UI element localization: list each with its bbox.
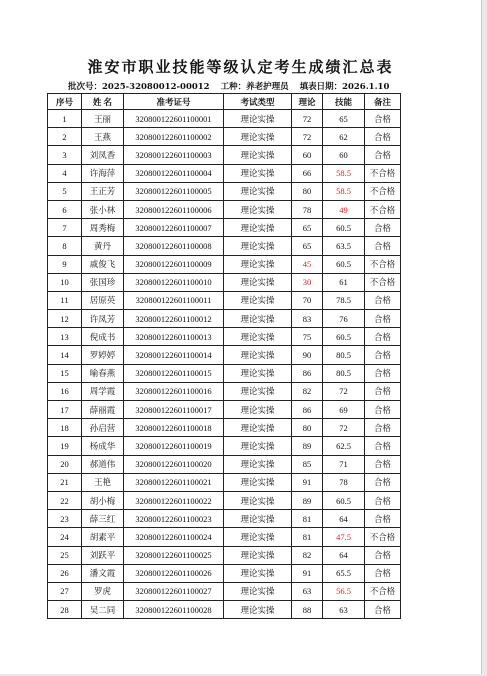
cell-number: 17: [48, 401, 82, 419]
cell-number: 14: [48, 346, 82, 364]
cell-ticket-id: 320800122601100007: [124, 219, 224, 237]
cell-theory: 60: [292, 146, 323, 164]
cell-exam-type: 理论实操: [224, 455, 292, 473]
cell-exam-type: 理论实操: [224, 546, 292, 564]
cell-name: 薛丽霞: [82, 401, 124, 419]
cell-name: 张国珍: [82, 273, 124, 291]
cell-theory: 81: [292, 528, 323, 546]
table-row: [48, 419, 401, 437]
cell-theory: 78: [292, 200, 323, 218]
cell-name: 周学霞: [82, 382, 124, 400]
cell-skill: 60: [323, 146, 365, 164]
cell-name: 居原英: [82, 291, 124, 309]
cell-theory: 89: [292, 491, 323, 509]
cell-name: 薛三红: [82, 510, 124, 528]
cell-theory: 86: [292, 364, 323, 382]
cell-ticket-id: 320800122601100026: [124, 564, 224, 582]
table-row: [48, 455, 401, 473]
cell-skill: 78: [323, 473, 365, 491]
cell-theory: 81: [292, 510, 323, 528]
cell-note: 合格: [365, 491, 401, 509]
cell-theory: 72: [292, 128, 323, 146]
cell-note: 合格: [365, 237, 401, 255]
table-row: [48, 146, 401, 164]
cell-note: 不合格: [365, 273, 401, 291]
cell-number: 23: [48, 510, 82, 528]
cell-ticket-id: 320800122601100018: [124, 419, 224, 437]
cell-note: 合格: [365, 455, 401, 473]
table-row: [48, 200, 401, 218]
cell-number: 19: [48, 437, 82, 455]
cell-note: 合格: [365, 437, 401, 455]
cell-number: 15: [48, 364, 82, 382]
cell-theory: 70: [292, 291, 323, 309]
cell-ticket-id: 320800122601100013: [124, 328, 224, 346]
cell-note: 合格: [365, 382, 401, 400]
cell-theory: 45: [292, 255, 323, 273]
cell-ticket-id: 320800122601100010: [124, 273, 224, 291]
cell-number: 3: [48, 146, 82, 164]
cell-note: 合格: [365, 473, 401, 491]
cell-number: 28: [48, 601, 82, 619]
cell-note: 不合格: [365, 164, 401, 182]
document-meta: [68, 80, 397, 92]
cell-name: 许凤芳: [82, 310, 124, 328]
cell-exam-type: 理论实操: [224, 110, 292, 128]
cell-note: 合格: [365, 219, 401, 237]
cell-exam-type: 理论实操: [224, 128, 292, 146]
cell-skill: 69: [323, 401, 365, 419]
document-title: 淮安市职业技能等级认定考生成绩汇总表: [87, 58, 394, 76]
cell-note: 合格: [365, 128, 401, 146]
cell-theory: 82: [292, 382, 323, 400]
cell-ticket-id: 320800122601100003: [124, 146, 224, 164]
table-row: [48, 110, 401, 128]
cell-exam-type: 理论实操: [224, 328, 292, 346]
cell-exam-type: 理论实操: [224, 564, 292, 582]
cell-skill: 63.5: [323, 237, 365, 255]
cell-note: 合格: [365, 346, 401, 364]
cell-exam-type: 理论实操: [224, 582, 292, 600]
table-row: [48, 528, 401, 546]
table-row: [48, 364, 401, 382]
cell-skill: 60.5: [323, 219, 365, 237]
cell-number: 11: [48, 291, 82, 309]
cell-skill: 72: [323, 382, 365, 400]
cell-exam-type: 理论实操: [224, 255, 292, 273]
cell-number: 2: [48, 128, 82, 146]
cell-theory: 66: [292, 164, 323, 182]
table-row: [48, 273, 401, 291]
cell-name: 罗虎: [82, 582, 124, 600]
cell-number: 8: [48, 237, 82, 255]
cell-number: 10: [48, 273, 82, 291]
cell-number: 4: [48, 164, 82, 182]
header-name: 姓 名: [82, 94, 124, 110]
cell-note: 合格: [365, 291, 401, 309]
cell-ticket-id: 320800122601100012: [124, 310, 224, 328]
cell-number: 27: [48, 582, 82, 600]
batch-number: 批次号：2025-32080012-00012: [68, 82, 210, 92]
cell-skill: 72: [323, 419, 365, 437]
cell-note: 合格: [365, 110, 401, 128]
table-row: [48, 601, 401, 619]
cell-ticket-id: 320800122601100020: [124, 455, 224, 473]
table-row: [48, 310, 401, 328]
cell-note: 合格: [365, 419, 401, 437]
cell-name: 吴二同: [82, 601, 124, 619]
cell-number: 9: [48, 255, 82, 273]
cell-ticket-id: 320800122601100001: [124, 110, 224, 128]
table-row: [48, 437, 401, 455]
cell-exam-type: 理论实操: [224, 237, 292, 255]
cell-exam-type: 理论实操: [224, 419, 292, 437]
cell-skill: 76: [323, 310, 365, 328]
cell-ticket-id: 320800122601100015: [124, 364, 224, 382]
cell-exam-type: 理论实操: [224, 364, 292, 382]
cell-skill: 65: [323, 110, 365, 128]
cell-theory: 91: [292, 473, 323, 491]
fill-date: 填表日期：2026.1.10: [299, 82, 390, 92]
cell-skill: 65.5: [323, 564, 365, 582]
cell-ticket-id: 320800122601100016: [124, 382, 224, 400]
cell-name: 戚俊飞: [82, 255, 124, 273]
cell-number: 13: [48, 328, 82, 346]
cell-ticket-id: 320800122601100009: [124, 255, 224, 273]
cell-ticket-id: 320800122601100028: [124, 601, 224, 619]
cell-number: 20: [48, 455, 82, 473]
cell-skill: 80.5: [323, 364, 365, 382]
cell-name: 杨成华: [82, 437, 124, 455]
header-theory: 理论: [292, 94, 323, 110]
cell-name: 许海萍: [82, 164, 124, 182]
header-ticket-id: 准考证号: [124, 94, 224, 110]
cell-note: 不合格: [365, 528, 401, 546]
cell-theory: 80: [292, 419, 323, 437]
cell-exam-type: 理论实操: [224, 382, 292, 400]
cell-name: 倪成书: [82, 328, 124, 346]
table-row: [48, 182, 401, 200]
cell-ticket-id: 320800122601100022: [124, 491, 224, 509]
cell-exam-type: 理论实操: [224, 601, 292, 619]
cell-number: 7: [48, 219, 82, 237]
table-row: [48, 291, 401, 309]
cell-number: 5: [48, 182, 82, 200]
cell-name: 王正芳: [82, 182, 124, 200]
cell-theory: 65: [292, 237, 323, 255]
cell-number: 24: [48, 528, 82, 546]
cell-theory: 82: [292, 546, 323, 564]
table-row: [48, 510, 401, 528]
cell-exam-type: 理论实操: [224, 346, 292, 364]
cell-skill: 58.5: [323, 164, 365, 182]
cell-exam-type: 理论实操: [224, 491, 292, 509]
cell-note: 不合格: [365, 182, 401, 200]
cell-exam-type: 理论实操: [224, 473, 292, 491]
cell-theory: 86: [292, 401, 323, 419]
cell-theory: 83: [292, 310, 323, 328]
cell-note: 合格: [365, 601, 401, 619]
cell-exam-type: 理论实操: [224, 273, 292, 291]
cell-skill: 61: [323, 273, 365, 291]
cell-note: 合格: [365, 328, 401, 346]
cell-number: 1: [48, 110, 82, 128]
cell-name: 刘跃平: [82, 546, 124, 564]
header-number: 序号: [48, 94, 82, 110]
cell-name: 周秀梅: [82, 219, 124, 237]
trade-name: 工种：养老护理员: [220, 82, 289, 92]
cell-name: 张小林: [82, 200, 124, 218]
cell-name: 罗婷婷: [82, 346, 124, 364]
cell-theory: 65: [292, 219, 323, 237]
table-row: [48, 346, 401, 364]
cell-skill: 62: [323, 128, 365, 146]
table-row: [48, 401, 401, 419]
cell-note: 不合格: [365, 582, 401, 600]
cell-note: 合格: [365, 364, 401, 382]
cell-note: 合格: [365, 146, 401, 164]
cell-note: 合格: [365, 310, 401, 328]
cell-name: 喻春燕: [82, 364, 124, 382]
cell-name: 胡小梅: [82, 491, 124, 509]
table-header-row: [48, 94, 401, 110]
cell-ticket-id: 320800122601100021: [124, 473, 224, 491]
cell-name: 王丽: [82, 110, 124, 128]
cell-theory: 89: [292, 437, 323, 455]
cell-exam-type: 理论实操: [224, 182, 292, 200]
cell-note: 合格: [365, 510, 401, 528]
cell-number: 6: [48, 200, 82, 218]
cell-exam-type: 理论实操: [224, 146, 292, 164]
table-row: [48, 164, 401, 182]
cell-theory: 80: [292, 182, 323, 200]
cell-exam-type: 理论实操: [224, 200, 292, 218]
cell-skill: 56.5: [323, 582, 365, 600]
cell-ticket-id: 320800122601100019: [124, 437, 224, 455]
cell-theory: 72: [292, 110, 323, 128]
cell-name: 刘凤香: [82, 146, 124, 164]
cell-number: 18: [48, 419, 82, 437]
cell-skill: 60.5: [323, 491, 365, 509]
table-row: [48, 382, 401, 400]
cell-ticket-id: 320800122601100027: [124, 582, 224, 600]
cell-note: 合格: [365, 401, 401, 419]
cell-exam-type: 理论实操: [224, 401, 292, 419]
cell-ticket-id: 320800122601100005: [124, 182, 224, 200]
cell-theory: 85: [292, 455, 323, 473]
table-row: [48, 582, 401, 600]
cell-ticket-id: 320800122601100002: [124, 128, 224, 146]
score-table: [47, 93, 401, 619]
cell-exam-type: 理论实操: [224, 291, 292, 309]
cell-skill: 80.5: [323, 346, 365, 364]
cell-skill: 78.5: [323, 291, 365, 309]
cell-name: 潘文霞: [82, 564, 124, 582]
cell-number: 22: [48, 491, 82, 509]
cell-ticket-id: 320800122601100014: [124, 346, 224, 364]
cell-ticket-id: 320800122601100008: [124, 237, 224, 255]
cell-name: 胡素平: [82, 528, 124, 546]
cell-name: 王艳: [82, 473, 124, 491]
cell-skill: 60.5: [323, 255, 365, 273]
cell-note: 合格: [365, 564, 401, 582]
cell-name: 黄丹: [82, 237, 124, 255]
cell-exam-type: 理论实操: [224, 310, 292, 328]
header-exam-type: 考试类型: [224, 94, 292, 110]
cell-skill: 63: [323, 601, 365, 619]
table-row: [48, 237, 401, 255]
cell-note: 合格: [365, 546, 401, 564]
cell-ticket-id: 320800122601100004: [124, 164, 224, 182]
cell-skill: 64: [323, 546, 365, 564]
table-row: [48, 255, 401, 273]
cell-skill: 58.5: [323, 182, 365, 200]
cell-ticket-id: 320800122601100006: [124, 200, 224, 218]
cell-theory: 30: [292, 273, 323, 291]
header-skill: 技能: [323, 94, 365, 110]
cell-name: 孙启营: [82, 419, 124, 437]
cell-skill: 64: [323, 510, 365, 528]
cell-skill: 60.5: [323, 328, 365, 346]
cell-number: 16: [48, 382, 82, 400]
cell-number: 12: [48, 310, 82, 328]
table-row: [48, 491, 401, 509]
header-note: 备注: [365, 94, 401, 110]
cell-theory: 90: [292, 346, 323, 364]
cell-exam-type: 理论实操: [224, 219, 292, 237]
table-row: [48, 328, 401, 346]
cell-note: 不合格: [365, 200, 401, 218]
cell-exam-type: 理论实操: [224, 528, 292, 546]
cell-number: 25: [48, 546, 82, 564]
cell-exam-type: 理论实操: [224, 510, 292, 528]
cell-theory: 75: [292, 328, 323, 346]
cell-name: 王燕: [82, 128, 124, 146]
cell-note: 不合格: [365, 255, 401, 273]
table-row: [48, 473, 401, 491]
cell-theory: 63: [292, 582, 323, 600]
table-row: [48, 219, 401, 237]
cell-ticket-id: 320800122601100023: [124, 510, 224, 528]
cell-skill: 71: [323, 455, 365, 473]
cell-skill: 49: [323, 200, 365, 218]
cell-skill: 47.5: [323, 528, 365, 546]
cell-theory: 88: [292, 601, 323, 619]
table-row: [48, 128, 401, 146]
cell-skill: 62.5: [323, 437, 365, 455]
cell-ticket-id: 320800122601100017: [124, 401, 224, 419]
table-row: [48, 546, 401, 564]
cell-ticket-id: 320800122601100025: [124, 546, 224, 564]
cell-number: 21: [48, 473, 82, 491]
cell-exam-type: 理论实操: [224, 164, 292, 182]
cell-exam-type: 理论实操: [224, 437, 292, 455]
table-row: [48, 564, 401, 582]
cell-ticket-id: 320800122601100011: [124, 291, 224, 309]
cell-number: 26: [48, 564, 82, 582]
cell-theory: 91: [292, 564, 323, 582]
cell-ticket-id: 320800122601100024: [124, 528, 224, 546]
cell-name: 郝道伟: [82, 455, 124, 473]
